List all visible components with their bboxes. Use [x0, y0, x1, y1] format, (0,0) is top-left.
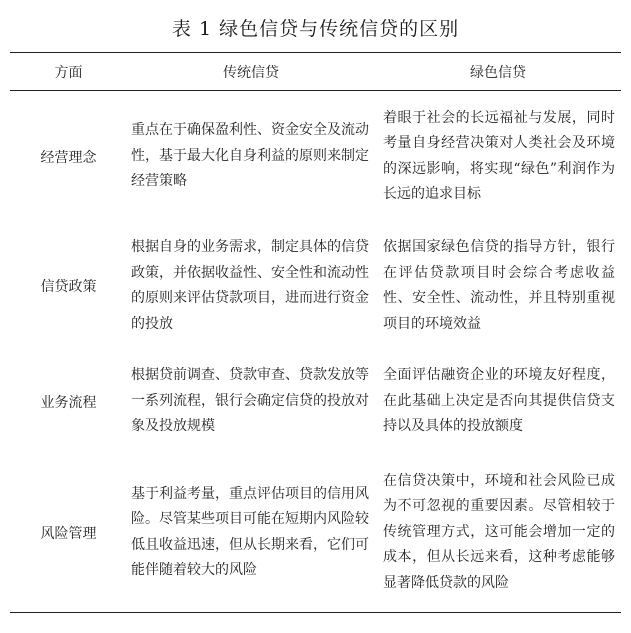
- row-aspect-cell: 业务流程: [40, 394, 97, 411]
- table-row: [10, 350, 621, 453]
- green-credit-cell: 依据国家绿色信贷的指导方针，银行在评估贷款项目时会综合考虑收益性、安全性、流动性，并且特别重视项目的环境效益: [383, 239, 615, 332]
- table-header-row: [10, 53, 621, 91]
- comparison-table-container: [10, 52, 621, 613]
- green-credit-cell: 在信贷决策中，环境和社会风险已成为不可忽视的重要因素。尽管相较于传统管理方式，这可能会增加一定的成本，但从长远来看，这种考虑能够显著降低贷款的风险: [383, 472, 615, 591]
- table-row: [10, 453, 621, 613]
- traditional-credit-cell: 根据贷前调查、贷款审查、贷款发放等一系列流程，银行会确定信贷的投放对象及投放规模: [131, 367, 369, 435]
- green-credit-cell: 全面评估融资企业的环境友好程度，在此基础上决定是否向其提供信贷支持以及具体的投放额度: [383, 367, 615, 435]
- header-aspect: 方面: [54, 64, 83, 81]
- table-row: [10, 91, 621, 223]
- header-traditional-credit: 传统信贷: [223, 64, 279, 81]
- table-caption: 表 1 绿色信贷与传统信贷的区别: [171, 18, 460, 40]
- traditional-credit-cell: 基于利益考量，重点评估项目的信用风险。尽管某些项目可能在短期内风险较低且收益迅速，但从长期来看，它们可能伴随着较大的风险: [131, 485, 369, 578]
- table-row: [10, 222, 621, 350]
- traditional-credit-cell: 重点在于确保盈利性、资金安全及流动性，基于最大化自身利益的原则来制定经营策略: [131, 122, 369, 190]
- row-aspect-cell: 信贷政策: [40, 279, 97, 295]
- comparison-table: [10, 52, 621, 613]
- traditional-credit-cell: 根据自身的业务需求，制定具体的信贷政策，并依据收益性、安全性和流动性的原则来评估贷款项目，进而进行资金的投放: [131, 239, 369, 332]
- row-aspect-cell: 风险管理: [40, 525, 97, 542]
- green-credit-cell: 着眼于社会的长远福祉与发展，同时考量自身经营决策对人类社会及环境的深远影响，将实现“绿色”利润作为长远的追求目标: [383, 109, 615, 202]
- header-green-credit: 绿色信贷: [470, 64, 526, 81]
- row-aspect-cell: 经营理念: [40, 149, 97, 166]
